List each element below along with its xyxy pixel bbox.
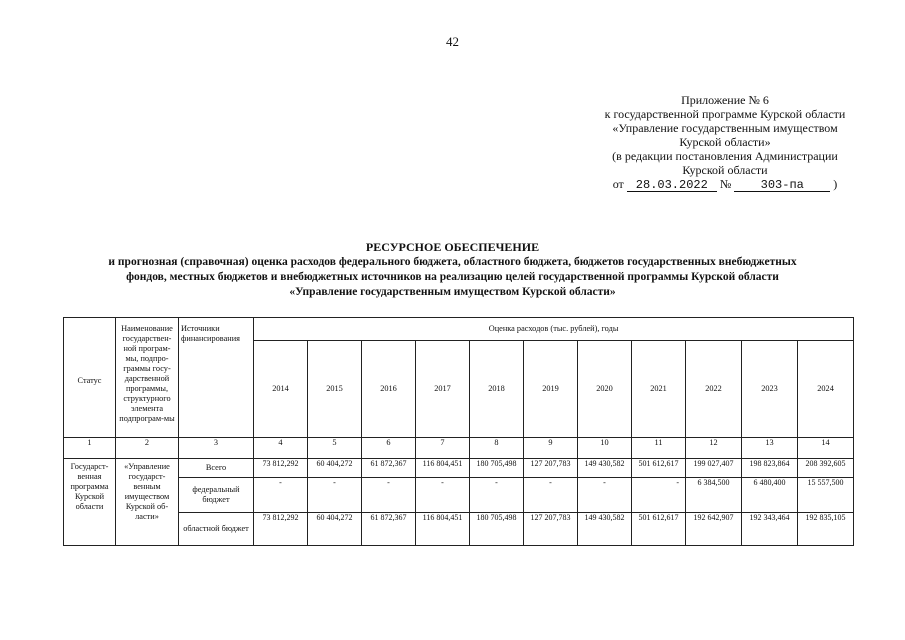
value-cell: 73 812,292: [254, 513, 308, 546]
column-number-row: [64, 438, 854, 459]
appendix-line: «Управление государственным имуществом: [612, 121, 838, 135]
value-cell: 61 872,367: [362, 513, 416, 546]
value-cell: -: [524, 478, 578, 513]
appendix-line: Приложение № 6: [681, 93, 769, 107]
col-number: 8: [470, 438, 524, 459]
resource-table: [63, 317, 854, 546]
header-year: 2018: [470, 341, 524, 438]
title-line: фондов, местных бюджетов и внебюджетных источников на реализацию целей государственной программы Курской области: [126, 271, 779, 283]
value-cell: 501 612,617: [632, 459, 686, 478]
appendix-date-row: [575, 177, 875, 192]
header-year: 2020: [578, 341, 632, 438]
header-year: 2015: [308, 341, 362, 438]
value-cell: 149 430,582: [578, 513, 632, 546]
title-main: РЕСУРСНОЕ ОБЕСПЕЧЕНИЕ: [365, 240, 540, 254]
value-cell: 192 835,105: [798, 513, 854, 546]
col-number: 10: [578, 438, 632, 459]
value-cell: 180 705,498: [470, 513, 524, 546]
value-cell: 60 404,272: [308, 513, 362, 546]
col-number: 4: [254, 438, 308, 459]
close-paren: ): [833, 177, 838, 191]
appendix-line: Курской области»: [679, 135, 771, 149]
value-cell: -: [308, 478, 362, 513]
value-cell: 208 392,605: [798, 459, 854, 478]
header-sources: Источники финансирования: [179, 318, 254, 438]
header-name: Наименование государствен-ной програм-мы, подпро-граммы госу-дарственной программы, структурного элемента подпрограм-мы: [116, 318, 179, 438]
number-stamp: 303-па: [734, 179, 830, 192]
col-number: 9: [524, 438, 578, 459]
header-year: 2016: [362, 341, 416, 438]
value-cell: 199 027,407: [686, 459, 742, 478]
value-cell: -: [632, 478, 686, 513]
page-number: 42: [446, 34, 459, 49]
value-cell: 6 384,500: [686, 478, 742, 513]
value-cell: 61 872,367: [362, 459, 416, 478]
header-year: 2023: [742, 341, 798, 438]
col-number: 1: [64, 438, 116, 459]
header-year: 2017: [416, 341, 470, 438]
value-cell: 180 705,498: [470, 459, 524, 478]
col-number: 11: [632, 438, 686, 459]
col-number: 14: [798, 438, 854, 459]
col-number: 12: [686, 438, 742, 459]
table-row: [64, 513, 854, 546]
appendix-line: Курской области: [682, 163, 768, 177]
value-cell: 116 804,451: [416, 459, 470, 478]
value-cell: -: [362, 478, 416, 513]
title-line: «Управление государственным имуществом Курской области»: [289, 286, 616, 298]
header-year: 2021: [632, 341, 686, 438]
appendix-line: (в редакции постановления Администрации: [612, 149, 838, 163]
appendix-block: [575, 93, 875, 192]
col-number: 13: [742, 438, 798, 459]
value-cell: -: [470, 478, 524, 513]
value-cell: 6 480,400: [742, 478, 798, 513]
value-cell: 192 642,907: [686, 513, 742, 546]
value-cell: 127 207,783: [524, 459, 578, 478]
value-cell: 501 612,617: [632, 513, 686, 546]
program-name-cell: «Управление государст-венным имуществом Курской об-ласти»: [116, 459, 179, 546]
source-cell: Всего: [179, 459, 254, 478]
value-cell: 198 823,864: [742, 459, 798, 478]
value-cell: 127 207,783: [524, 513, 578, 546]
value-cell: 149 430,582: [578, 459, 632, 478]
value-cell: 73 812,292: [254, 459, 308, 478]
value-cell: -: [254, 478, 308, 513]
value-cell: -: [578, 478, 632, 513]
value-cell: 116 804,451: [416, 513, 470, 546]
header-year: 2024: [798, 341, 854, 438]
value-cell: 60 404,272: [308, 459, 362, 478]
source-cell: федеральный бюджет: [179, 478, 254, 513]
source-cell: областной бюджет: [179, 513, 254, 546]
header-estimate: Оценка расходов (тыс. рублей), годы: [254, 318, 854, 341]
value-cell: 15 557,500: [798, 478, 854, 513]
date-stamp: 28.03.2022: [627, 179, 717, 192]
header-year: 2022: [686, 341, 742, 438]
value-cell: 192 343,464: [742, 513, 798, 546]
header-year: 2019: [524, 341, 578, 438]
header-year: 2014: [254, 341, 308, 438]
title-line: и прогнозная (справочная) оценка расходов федерального бюджета, областного бюджета, бюджетов государственных внебюджетных: [108, 256, 797, 268]
col-number: 5: [308, 438, 362, 459]
col-number: 2: [116, 438, 179, 459]
appendix-line: к государственной программе Курской области: [604, 107, 846, 121]
col-number: 7: [416, 438, 470, 459]
col-number: 3: [179, 438, 254, 459]
table-row: [64, 478, 854, 513]
value-cell: -: [416, 478, 470, 513]
table-row: [64, 459, 854, 478]
date-prefix: от: [612, 177, 624, 191]
col-number: 6: [362, 438, 416, 459]
header-status: Статус: [64, 318, 116, 438]
document-title: [0, 240, 905, 300]
number-label: №: [719, 177, 732, 191]
status-cell: Государст-венная программа Курской области: [64, 459, 116, 546]
